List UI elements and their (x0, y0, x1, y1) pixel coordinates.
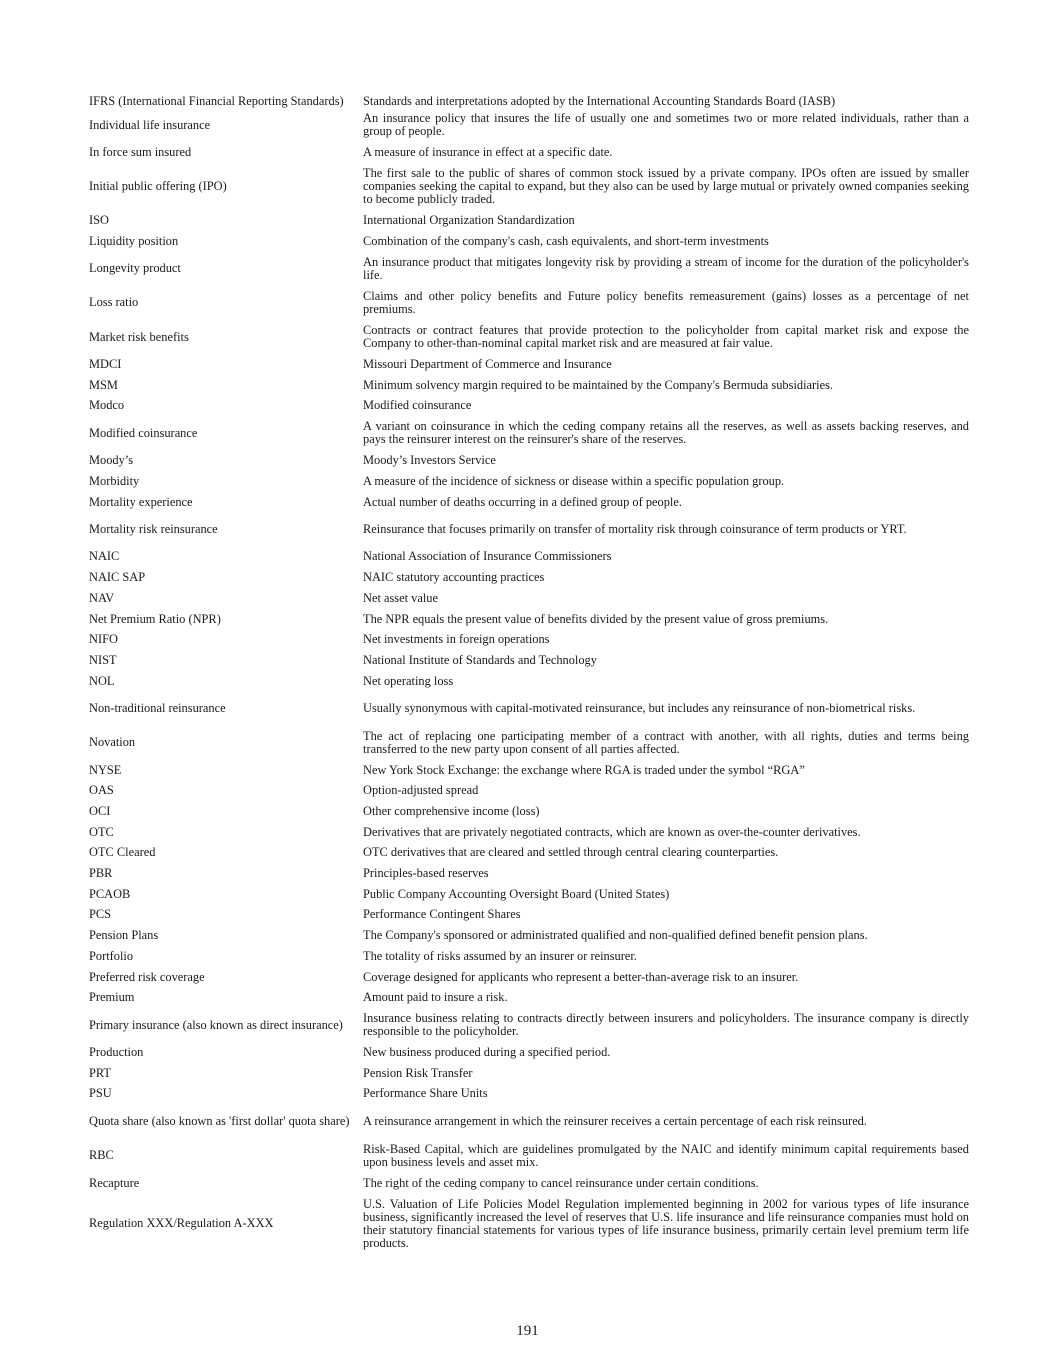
glossary-definition: The first sale to the public of shares of common stock issued by a private company. IPOs often are issued by smaller companies seeking the capital to expand, but they also can be used by large mutual or privately owned companies seeking to become publicly traded. (363, 165, 969, 206)
glossary-definition: Net operating loss (363, 673, 454, 688)
glossary-definition: Reinsurance that focuses primarily on transfer of mortality risk through coinsurance of term products or YRT. (363, 522, 907, 537)
glossary-row (89, 905, 969, 926)
glossary-term: Preferred risk coverage (89, 969, 205, 984)
glossary-term: Longevity product (89, 261, 181, 276)
glossary-row (89, 396, 969, 417)
glossary-definition: Principles-based reserves (363, 866, 489, 881)
glossary-definition: The totality of risks assumed by an insurer or reinsurer. (363, 948, 637, 963)
glossary-term: MDCI (89, 356, 122, 371)
glossary-row (89, 925, 969, 946)
glossary-term: Mortality experience (89, 494, 193, 509)
glossary-row (89, 946, 969, 967)
glossary-term: Recapture (89, 1175, 140, 1190)
glossary-row (89, 691, 969, 725)
glossary-term: OTC Cleared (89, 845, 156, 860)
glossary-definition: U.S. Valuation of Life Policies Model Regulation implemented beginning in 2002 for various types of life insurance business, significantly increased the level of reserves that U.S. life insurance and life reinsurance companies must hold on their statutory financial statements for various types of life insurance business, primarily certain level premium term life products. (363, 1196, 969, 1250)
glossary-row (89, 142, 969, 163)
glossary-row (89, 320, 969, 354)
glossary-term: PRT (89, 1065, 111, 1080)
glossary-definition: Public Company Accounting Oversight Board (United States) (363, 886, 670, 901)
glossary-row (89, 629, 969, 650)
glossary-row (89, 231, 969, 252)
glossary-definition: New business produced during a specified period. (363, 1045, 611, 1060)
glossary-row (89, 1008, 969, 1042)
glossary-row (89, 588, 969, 609)
glossary-term: Non-traditional reinsurance (89, 701, 226, 716)
glossary-term: Novation (89, 735, 136, 750)
glossary-definition: Pension Risk Transfer (363, 1065, 473, 1080)
glossary-definition: Moody’s Investors Service (363, 453, 496, 468)
glossary-term: MSM (89, 377, 118, 392)
glossary-term: In force sum insured (89, 144, 192, 159)
glossary-row (89, 671, 969, 692)
glossary-definition: National Institute of Standards and Technology (363, 652, 597, 667)
glossary-term: Initial public offering (IPO) (89, 178, 227, 193)
glossary-term: Portfolio (89, 948, 134, 963)
glossary-definition: The right of the ceding company to cancel reinsurance under certain conditions. (363, 1175, 759, 1190)
glossary-term: Modified coinsurance (89, 425, 198, 440)
glossary-definition: Modified coinsurance (363, 398, 472, 413)
glossary-definition: A variant on coinsurance in which the ceding company retains all the reserves, as well as assets backing reserves, and pays the reinsurer interest on the reinsurer's share of the reserves. (363, 419, 969, 447)
glossary-definition: A reinsurance arrangement in which the reinsurer receives a certain percentage of each risk reinsured. (363, 1113, 867, 1128)
glossary-row (89, 108, 969, 142)
glossary-term: PSU (89, 1086, 112, 1101)
glossary-term: NAIC SAP (89, 570, 146, 585)
glossary-row (89, 609, 969, 630)
glossary-definition: Derivatives that are privately negotiated contracts, which are known as over-the-counter derivatives. (363, 824, 861, 839)
glossary-definition: International Organization Standardization (363, 213, 575, 228)
glossary-term: Loss ratio (89, 295, 139, 310)
glossary-definition: A measure of insurance in effect at a specific date. (363, 144, 613, 159)
glossary-definition: Contracts or contract features that provide protection to the policyholder from capital market risk and expose the Company to other-than-nominal capital market risk and are measured at fair value. (363, 323, 969, 351)
glossary-row (89, 863, 969, 884)
glossary-term: Liquidity position (89, 233, 179, 248)
glossary-term: NYSE (89, 762, 122, 777)
glossary-row (89, 416, 969, 450)
glossary-row (89, 822, 969, 843)
glossary-definition: Net investments in foreign operations (363, 632, 550, 647)
glossary-definition: Performance Contingent Shares (363, 907, 521, 922)
glossary-row (89, 1104, 969, 1138)
glossary-row (89, 567, 969, 588)
glossary-row (89, 967, 969, 988)
glossary-definition: The act of replacing one participating member of a contract with another, with all rights, duties and terms being transferred to the new party upon consent of all parties affected. (363, 728, 969, 756)
glossary-term: Quota share (also known as 'first dollar' quota share) (89, 1113, 350, 1128)
glossary-row (89, 1193, 969, 1254)
glossary-term: PCAOB (89, 886, 131, 901)
glossary-row (89, 884, 969, 905)
glossary-definition: Option-adjusted spread (363, 783, 479, 798)
glossary-term: NOL (89, 673, 115, 688)
glossary-term: IFRS (International Financial Reporting Standards) (89, 94, 344, 108)
glossary-row (89, 843, 969, 864)
glossary-term: OTC (89, 824, 114, 839)
glossary-row (89, 77, 969, 108)
glossary-term: Production (89, 1045, 144, 1060)
glossary-definition: Claims and other policy benefits and Future policy benefits remeasurement (gains) losses as a percentage of net premiums. (363, 288, 969, 316)
glossary-term: Net Premium Ratio (NPR) (89, 611, 221, 626)
glossary-row (89, 512, 969, 546)
glossary-definition: An insurance policy that insures the life of usually one and sometimes two or more related individuals, rather than a group of people. (363, 111, 969, 138)
glossary-row (89, 650, 969, 671)
glossary-term: Morbidity (89, 473, 140, 488)
glossary-row (89, 781, 969, 802)
glossary-term: OCI (89, 804, 111, 819)
glossary-definition: Risk-Based Capital, which are guidelines promulgated by the NAIC and identify minimum capital requirements based upon business levels and asset mix. (363, 1141, 969, 1169)
glossary-term: RBC (89, 1148, 114, 1163)
glossary-row (89, 547, 969, 568)
glossary-row (89, 801, 969, 822)
glossary-term: Moody’s (89, 453, 134, 468)
glossary-definition: The NPR equals the present value of benefits divided by the present value of gross premiums. (363, 611, 829, 626)
glossary-definition: NAIC statutory accounting practices (363, 570, 545, 585)
glossary-definition: Amount paid to insure a risk. (363, 990, 508, 1005)
glossary-definition: A measure of the incidence of sickness or disease within a specific population group. (363, 473, 785, 488)
glossary-term: OAS (89, 783, 114, 798)
glossary-term: NAV (89, 590, 115, 605)
glossary-row (89, 726, 969, 760)
glossary-term: Market risk benefits (89, 329, 189, 344)
glossary-definition: New York Stock Exchange: the exchange where RGA is traded under the symbol “RGA” (363, 762, 805, 777)
glossary-term: Modco (89, 398, 125, 413)
glossary-row (89, 1084, 969, 1105)
glossary-row (89, 760, 969, 781)
glossary-definition: OTC derivatives that are cleared and settled through central clearing counterparties. (363, 845, 779, 860)
glossary-term: Mortality risk reinsurance (89, 522, 218, 537)
glossary-row (89, 987, 969, 1008)
glossary-term: Regulation XXX/Regulation A-XXX (89, 1216, 274, 1231)
glossary-row (89, 450, 969, 471)
glossary-definition: Net asset value (363, 590, 439, 605)
glossary-row (89, 286, 969, 320)
glossary-definition: Actual number of deaths occurring in a defined group of people. (363, 494, 682, 509)
glossary-definition: Minimum solvency margin required to be maintained by the Company's Bermuda subsidiaries. (363, 377, 834, 392)
glossary-row (89, 1063, 969, 1084)
glossary-row (89, 375, 969, 396)
glossary-definition: Usually synonymous with capital-motivated reinsurance, but includes any reinsurance of non-biometrical risks. (363, 701, 916, 716)
glossary-definition: National Association of Insurance Commissioners (363, 549, 612, 564)
glossary-table (89, 77, 969, 1254)
glossary-definition: Other comprehensive income (loss) (363, 804, 540, 819)
glossary-row (89, 1173, 969, 1194)
glossary-term: NIFO (89, 632, 118, 647)
glossary-row (89, 471, 969, 492)
glossary-term: NIST (89, 652, 117, 667)
glossary-row (89, 1139, 969, 1173)
glossary-definition: Coverage designed for applicants who represent a better-than-average risk to an insurer. (363, 969, 799, 984)
glossary-row (89, 163, 969, 211)
page-number: 191 (516, 1323, 539, 1339)
glossary-term: Primary insurance (also known as direct insurance) (89, 1017, 343, 1032)
glossary-definition: An insurance product that mitigates longevity risk by providing a stream of income for the duration of the policyholder's life. (363, 254, 969, 282)
glossary-term: PBR (89, 866, 113, 881)
glossary-definition: Missouri Department of Commerce and Insurance (363, 356, 612, 371)
glossary-row (89, 252, 969, 286)
glossary-term: Premium (89, 990, 135, 1005)
glossary-definition: Standards and interpretations adopted by the International Accounting Standards Board (IASB) (363, 94, 836, 108)
glossary-term: ISO (89, 213, 109, 228)
glossary-row (89, 492, 969, 513)
glossary-definition: Combination of the company's cash, cash equivalents, and short-term investments (363, 233, 769, 248)
glossary-row (89, 354, 969, 375)
glossary-definition: Performance Share Units (363, 1086, 488, 1101)
glossary-definition: The Company's sponsored or administrated qualified and non-qualified defined benefit pension plans. (363, 928, 868, 943)
glossary-term: PCS (89, 907, 112, 922)
glossary-definition: Insurance business relating to contracts directly between insurers and policyholders. The insurance company is directly responsible to the policyholder. (363, 1011, 969, 1039)
glossary-term: Individual life insurance (89, 117, 211, 132)
glossary-term: NAIC (89, 549, 120, 564)
glossary-row (89, 210, 969, 231)
glossary-row (89, 1042, 969, 1063)
glossary-term: Pension Plans (89, 928, 159, 943)
